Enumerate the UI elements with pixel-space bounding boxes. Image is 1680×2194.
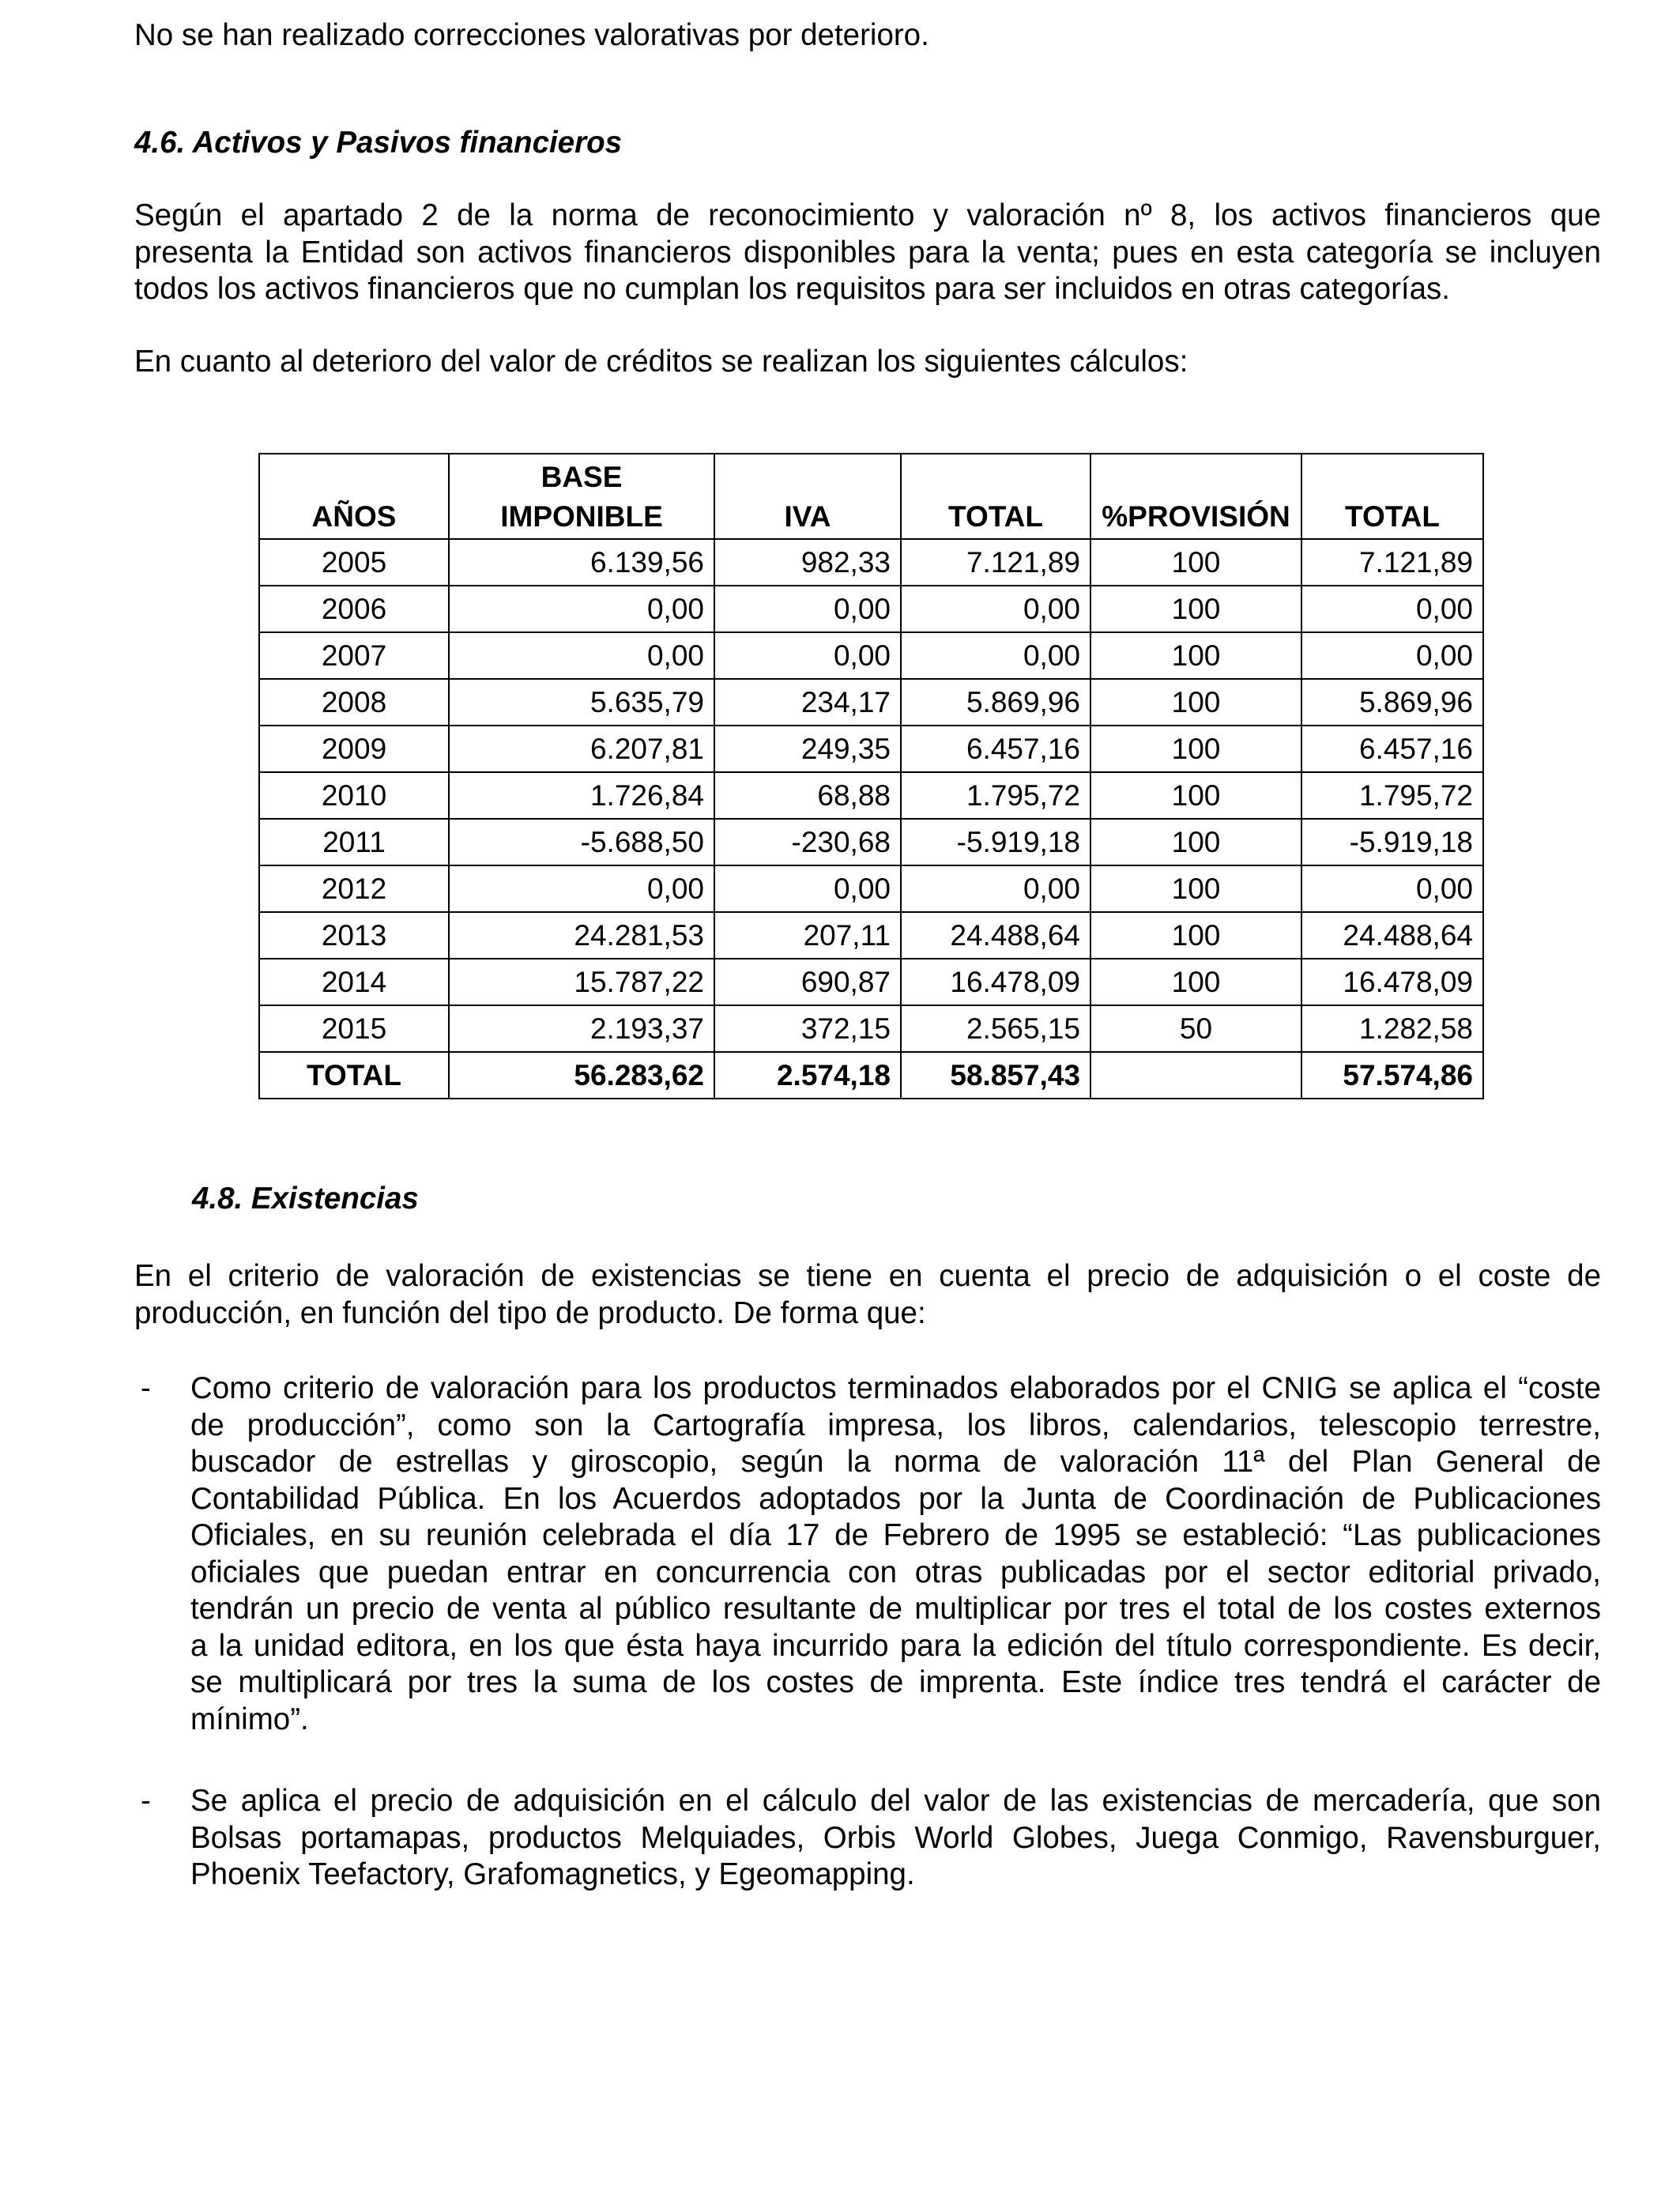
cell-total: 1.795,72 <box>901 772 1090 819</box>
cell-iva: 249,35 <box>714 726 901 772</box>
bullet-line: Oficiales, en su reunión celebrada el día 17 de Febrero de 1995 se estableció: “Las publicaciones <box>190 1518 1601 1552</box>
lead-in-text: En cuanto al deterioro del valor de créditos se realizan los siguientes cálculos: <box>134 345 1188 379</box>
cell-total: 24.488,64 <box>901 912 1090 959</box>
cell-provision: 100 <box>1090 772 1301 819</box>
paragraph-line: Según el apartado 2 de la norma de reconocimiento y valoración nº 8, los activos financieros que <box>134 198 1601 232</box>
bullet-line: Contabilidad Pública. En los Acuerdos adoptados por la Junta de Coordinación de Publicaciones <box>190 1481 1601 1516</box>
table-lead-in <box>134 344 1601 381</box>
bullet-line: se multiplicará por tres la suma de los costes de imprenta. Este índice tres tendrá el carácter de <box>190 1665 1601 1699</box>
cell-base: 6.207,81 <box>449 726 714 772</box>
cell-base: 15.787,22 <box>449 959 714 1005</box>
section-heading-4-8: 4.8. Existencias <box>192 1182 419 1216</box>
cell-total-provision: 24.488,64 <box>1301 912 1483 959</box>
cell-year: 2013 <box>259 912 449 959</box>
header-base-line1: BASE <box>541 461 623 493</box>
cell-base: 1.726,84 <box>449 772 714 819</box>
cell-year: 2015 <box>259 1005 449 1052</box>
bullet-item-production-cost <box>134 1370 1601 1742</box>
cell-iva: 0,00 <box>714 865 901 912</box>
cell-year: 2011 <box>259 819 449 865</box>
cell-year: 2006 <box>259 586 449 632</box>
cell-provision: 100 <box>1090 726 1301 772</box>
cell-total: 16.478,09 <box>901 959 1090 1005</box>
cell-total-label: TOTAL <box>259 1052 449 1099</box>
cell-total-provision: 5.869,96 <box>1301 679 1483 726</box>
header-iva: IVA <box>714 454 901 539</box>
cell-provision: 100 <box>1090 539 1301 586</box>
bullet-dash-icon: - <box>141 1371 151 1405</box>
bullet-line: Phoenix Teefactory, Grafomagnetics, y Egeomapping. <box>190 1857 915 1891</box>
header-base-imponible <box>449 454 714 539</box>
bullet-line: oficiales que puedan entrar en concurrencia con otras publicadas por el sector editorial privado, <box>190 1555 1601 1589</box>
cell-total-provision: 6.457,16 <box>1301 726 1483 772</box>
cell-base: 5.635,79 <box>449 679 714 726</box>
cell-total: 6.457,16 <box>901 726 1090 772</box>
bullet-line: buscador de estrellas y giroscopio, según la norma de valoración 11ª del Plan General de <box>190 1445 1601 1479</box>
cell-total-provision: 0,00 <box>1301 865 1483 912</box>
cell-year: 2008 <box>259 679 449 726</box>
cell-total-provision: 1.282,58 <box>1301 1005 1483 1052</box>
table-row <box>259 539 1483 586</box>
cell-iva: 207,11 <box>714 912 901 959</box>
paragraph-line: todos los activos financieros que no cumplan los requisitos para ser incluidos en otras categorías. <box>134 272 1450 306</box>
cell-provision: 100 <box>1090 679 1301 726</box>
table-row <box>259 912 1483 959</box>
table-row <box>259 726 1483 772</box>
section-heading-4-6: 4.6. Activos y Pasivos financieros <box>134 126 622 160</box>
cell-base: 0,00 <box>449 586 714 632</box>
cell-total-provision: 0,00 <box>1301 586 1483 632</box>
intro-line: No se han realizado correcciones valorativas por deterioro. <box>134 18 929 52</box>
cell-total-provision: -5.919,18 <box>1301 819 1483 865</box>
cell-total: 0,00 <box>901 865 1090 912</box>
cell-base: 0,00 <box>449 865 714 912</box>
cell-provision: 100 <box>1090 632 1301 679</box>
section-4-8-paragraph <box>134 1258 1601 1332</box>
intro-text <box>134 17 1601 55</box>
cell-total: 0,00 <box>901 586 1090 632</box>
bullet-dash-icon: - <box>141 1784 151 1818</box>
header-provision: %PROVISIÓN <box>1090 454 1301 539</box>
cell-provision: 100 <box>1090 865 1301 912</box>
cell-iva: 68,88 <box>714 772 901 819</box>
bullet-text <box>190 1370 1601 1738</box>
table-row <box>259 865 1483 912</box>
cell-base: 24.281,53 <box>449 912 714 959</box>
header-total-provision: TOTAL <box>1301 454 1483 539</box>
cell-total-provision-pct <box>1090 1052 1301 1099</box>
cell-base: 0,00 <box>449 632 714 679</box>
cell-total: 5.869,96 <box>901 679 1090 726</box>
cell-year: 2010 <box>259 772 449 819</box>
table-row <box>259 1005 1483 1052</box>
cell-year: 2005 <box>259 539 449 586</box>
cell-iva: 234,17 <box>714 679 901 726</box>
section-4-6-paragraph <box>134 198 1601 308</box>
cell-provision: 100 <box>1090 819 1301 865</box>
paragraph-line: producción, en función del tipo de producto. De forma que: <box>134 1295 926 1330</box>
cell-iva: 690,87 <box>714 959 901 1005</box>
cell-provision: 100 <box>1090 586 1301 632</box>
paragraph-line: En el criterio de valoración de existencias se tiene en cuenta el precio de adquisición o el coste de <box>134 1259 1601 1293</box>
cell-iva: -230,68 <box>714 819 901 865</box>
bullet-line: de producción”, como son la Cartografía impresa, los libros, calendarios, telescopio terrestre, <box>190 1408 1601 1442</box>
table-row <box>259 959 1483 1005</box>
cell-provision: 50 <box>1090 1005 1301 1052</box>
cell-total: 7.121,89 <box>901 539 1090 586</box>
cell-year: 2007 <box>259 632 449 679</box>
cell-total-provision: 1.795,72 <box>1301 772 1483 819</box>
bullet-line: mínimo”. <box>190 1702 309 1736</box>
header-years: AÑOS <box>259 454 449 539</box>
table-row <box>259 586 1483 632</box>
cell-iva: 982,33 <box>714 539 901 586</box>
table-total-row <box>259 1052 1483 1099</box>
bullet-text <box>190 1783 1601 1894</box>
cell-year: 2009 <box>259 726 449 772</box>
table-row <box>259 819 1483 865</box>
cell-base: 2.193,37 <box>449 1005 714 1052</box>
table-header-row <box>259 454 1483 539</box>
bullet-line: Se aplica el precio de adquisición en el cálculo del valor de las existencias de mercadería, que son <box>190 1784 1601 1818</box>
bullet-line: tendrán un precio de venta al público resultante de multiplicar por tres el total de los costes externos <box>190 1592 1601 1626</box>
cell-total: 2.565,15 <box>901 1005 1090 1052</box>
cell-total-provision: 7.121,89 <box>1301 539 1483 586</box>
cell-base: 6.139,56 <box>449 539 714 586</box>
cell-year: 2014 <box>259 959 449 1005</box>
bullet-line: Como criterio de valoración para los productos terminados elaborados por el CNIG se aplica el “coste <box>190 1371 1601 1405</box>
cell-provision: 100 <box>1090 959 1301 1005</box>
cell-base: -5.688,50 <box>449 819 714 865</box>
cell-iva: 0,00 <box>714 632 901 679</box>
table-row <box>259 632 1483 679</box>
bullet-line: Bolsas portamapas, productos Melquiades, Orbis World Globes, Juega Conmigo, Ravensburguer, <box>190 1820 1601 1855</box>
cell-total-total: 58.857,43 <box>901 1052 1090 1099</box>
paragraph-line: presenta la Entidad son activos financieros disponibles para la venta; pues en esta categoría se incluyen <box>134 235 1601 270</box>
bullet-line: a la unidad editora, en los que ésta haya incurrido para la edición del título correspondiente. Es decir, <box>190 1628 1601 1663</box>
table-row <box>259 679 1483 726</box>
cell-total: 0,00 <box>901 632 1090 679</box>
header-base-line2: IMPONIBLE <box>500 500 663 533</box>
header-total: TOTAL <box>901 454 1090 539</box>
cell-total-provision: 0,00 <box>1301 632 1483 679</box>
table-row <box>259 772 1483 819</box>
credit-impairment-table <box>258 453 1484 1099</box>
cell-total: -5.919,18 <box>901 819 1090 865</box>
cell-iva: 0,00 <box>714 586 901 632</box>
bullet-item-acquisition-price <box>134 1783 1601 1902</box>
cell-total-provision: 16.478,09 <box>1301 959 1483 1005</box>
cell-total-total-provision: 57.574,86 <box>1301 1052 1483 1099</box>
cell-total-iva: 2.574,18 <box>714 1052 901 1099</box>
cell-iva: 372,15 <box>714 1005 901 1052</box>
cell-year: 2012 <box>259 865 449 912</box>
cell-total-base: 56.283,62 <box>449 1052 714 1099</box>
cell-provision: 100 <box>1090 912 1301 959</box>
